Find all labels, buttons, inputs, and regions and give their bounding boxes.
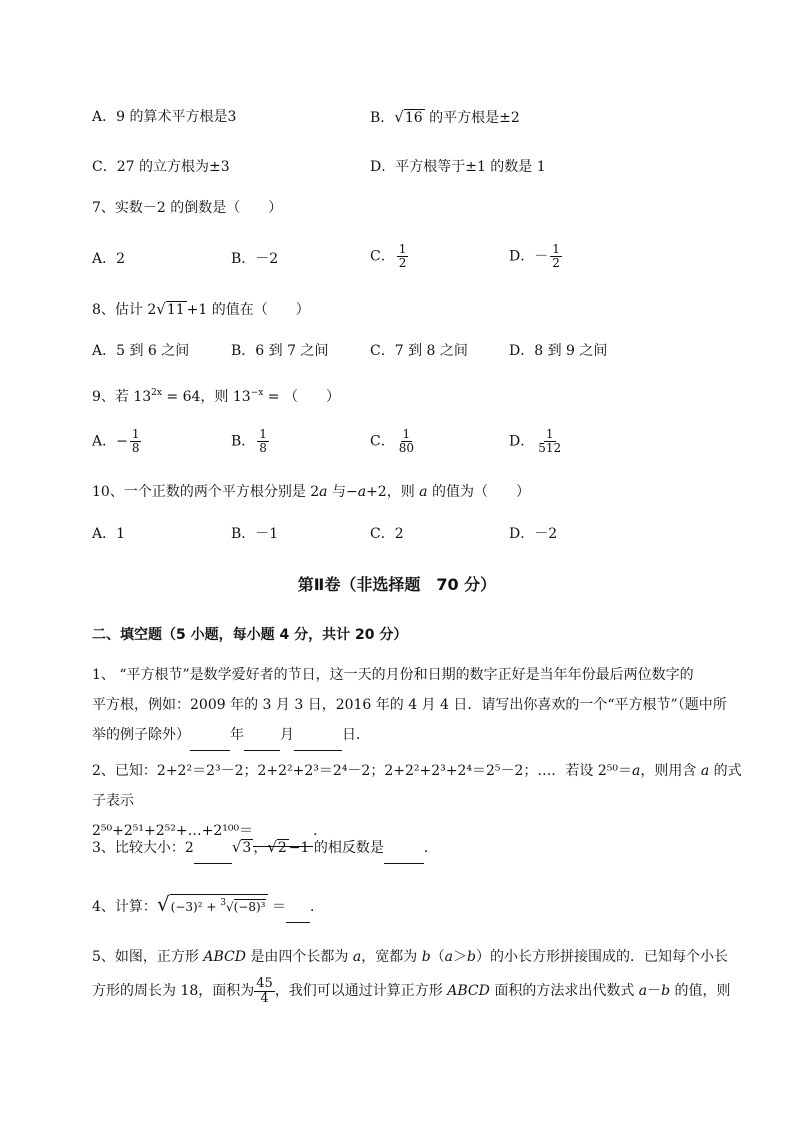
fraction-numerator: 1: [545, 427, 554, 441]
answer-blank-compare[interactable]: [194, 833, 232, 864]
q7-option-a[interactable]: [92, 249, 125, 269]
square-abcd: ABCD: [447, 983, 490, 999]
fraction-denominator: 2: [552, 256, 560, 270]
fill-5-line1: [92, 940, 742, 974]
fill-5-text7: ，我们可以通过计算正方形: [274, 983, 448, 999]
variable-a: a: [700, 763, 710, 779]
q7-option-a-text: A．2: [92, 251, 126, 267]
fraction-numerator: 1: [402, 427, 411, 441]
fill-1-line3: [92, 720, 742, 751]
q9-stem-part1: 9、若 13: [92, 389, 152, 405]
q9-option-b-label: B．: [231, 433, 256, 450]
fill-1-month-label: 月: [280, 727, 294, 743]
q8-option-a[interactable]: [92, 341, 189, 361]
fill-3-text1: 3、比较大小：2: [92, 840, 194, 856]
q10-option-b-text: B．－1: [231, 526, 279, 542]
q10-option-d-text: D．－2: [509, 526, 558, 542]
fill-4-text1: 4、计算：: [92, 899, 157, 915]
variable-b: b: [661, 983, 671, 999]
q9-stem-part2: = 64，则 13: [161, 389, 251, 405]
q9-option-a[interactable]: [92, 428, 143, 455]
q7-option-b-text: B．－2: [231, 251, 279, 267]
section-title: 第Ⅱ卷（非选择题 70 分）: [297, 575, 497, 594]
fill-1-text: 举的例子除外）: [92, 727, 190, 743]
fill-3-text4: ．: [423, 840, 438, 856]
answer-blank-day[interactable]: [294, 720, 342, 751]
fill-3-radicand2: 2: [277, 840, 287, 856]
fraction-numerator: 1: [131, 427, 140, 441]
fill-1-year-label: 年: [230, 727, 244, 743]
fill-5-text5: ）的小长方形拼接围成的．已知每个小长: [475, 949, 728, 965]
q10-stem-part4: 的值为（ ）: [427, 484, 530, 500]
q7-option-d-label: D．－: [509, 248, 549, 265]
answer-blank-month[interactable]: [244, 720, 280, 751]
fill-5-minus: －: [647, 983, 662, 999]
fill-2-text3: 的式子表示: [92, 763, 742, 809]
q7-option-c-fraction: [397, 243, 409, 270]
q8-stem: [92, 299, 310, 320]
fill-2-line1: [92, 756, 742, 816]
q7-stem: 7、实数－2 的倒数是（ ）: [92, 200, 283, 216]
q10-option-b[interactable]: [231, 524, 278, 544]
fill-5-line2: [92, 974, 742, 1008]
variable-a: a: [444, 949, 454, 965]
q10-option-c-text: C．2: [370, 526, 404, 542]
q10-option-c[interactable]: [370, 524, 404, 544]
q8-option-b-text: B．6 到 7 之间: [231, 343, 329, 359]
radical-sign: √: [225, 900, 234, 914]
q6-option-c-text: C．27 的立方根为±3: [92, 159, 230, 175]
radical-sign: √: [156, 300, 166, 318]
q10-option-a[interactable]: [92, 524, 125, 544]
q7-option-c[interactable]: [370, 243, 410, 270]
answer-blank[interactable]: [286, 892, 310, 923]
fill-5-text2: 是由四个长都为: [245, 949, 353, 965]
fill-5-text8: 面积的方法求出代数式: [489, 983, 639, 999]
variable-b: b: [421, 949, 431, 965]
fill-4-plus: +: [202, 900, 221, 914]
q9-exponent1: 2x: [151, 388, 162, 398]
fill-4-term2: (−8)³: [233, 900, 266, 914]
fraction-numerator: 1: [552, 242, 560, 256]
radical-sign: √: [394, 108, 404, 126]
q10-stem: [92, 482, 530, 502]
q10-option-a-text: A．1: [92, 526, 126, 542]
q9-option-b[interactable]: [231, 428, 271, 455]
fraction-numerator: 1: [398, 242, 407, 256]
fill-3-text3: −1 的相反数是: [288, 840, 384, 856]
q9-stem: [92, 383, 340, 407]
q9-option-c-label: C．: [370, 433, 395, 450]
fill-question-5: [92, 940, 742, 1008]
q8-option-b[interactable]: [231, 341, 328, 361]
q8-option-a-text: A．5 到 6 之间: [92, 343, 190, 359]
q9-option-d[interactable]: [509, 428, 565, 455]
q6-option-b-text: 的平方根是±2: [424, 110, 520, 126]
fill-5-text4: （: [430, 949, 445, 965]
fill-5-text9: 的值，则: [670, 983, 731, 999]
variable-a: a: [638, 983, 648, 999]
fill-4-term1: (−3)²: [170, 900, 203, 914]
fill-5-area-fraction: [254, 977, 275, 1006]
q6-option-a-text: A．9 的算术平方根是3: [92, 109, 237, 125]
fill-2-text2: ，则用含: [640, 763, 701, 779]
q9-exponent2: −x: [250, 388, 264, 398]
answer-blank-opposite[interactable]: [384, 833, 424, 864]
fill-4-end: ．: [309, 899, 324, 915]
variable-b: b: [467, 949, 476, 965]
q9-option-a-fraction: [130, 428, 142, 455]
q10-stem-part1: 10、一个正数的两个平方根分别是 2: [92, 484, 320, 500]
fill-1-line1: 1、 “平方根节”是数学爱好者的节日，这一天的月份和日期的数字正好是当年年份最后两位数字的: [92, 667, 694, 683]
q6-option-c[interactable]: [92, 157, 230, 177]
q8-option-d[interactable]: [509, 341, 607, 361]
cube-root-index: 3: [220, 898, 226, 908]
fill-question-1: [92, 660, 742, 751]
q8-option-d-text: D．8 到 9 之间: [509, 343, 608, 359]
fill-2-series: 2⁵⁰+2⁵¹+2⁵²+…+2¹⁰⁰＝: [92, 823, 254, 839]
q9-option-d-fraction: [536, 428, 563, 455]
q7-option-d[interactable]: [509, 243, 564, 270]
q7-option-c-label: C．: [370, 248, 395, 265]
q9-option-c-fraction: [397, 428, 416, 455]
section-heading: 二、填空题（5 小题，每小题 4 分，共计 20 分）: [92, 627, 408, 643]
q10-stem-part2: 与−: [327, 484, 358, 500]
fraction-numerator: 45: [256, 975, 273, 991]
q6-option-d-text: D．平方根等于±1 的数是 1: [370, 159, 546, 175]
fill-5-text6: 方形的周长为 18，面积为: [92, 983, 255, 999]
fraction-numerator: 1: [259, 427, 267, 441]
q6-option-b[interactable]: [370, 107, 520, 128]
fraction-denominator: 8: [131, 441, 140, 455]
fill-3-text2: ，: [253, 840, 268, 856]
fraction-denominator: 2: [398, 256, 407, 270]
greater-than: ＞: [453, 949, 468, 965]
q7-option-d-fraction: [550, 243, 562, 270]
fill-3-radicand1: 3: [242, 840, 252, 856]
q9-stem-part3: = （ ）: [263, 389, 340, 405]
q8-radicand: 11: [166, 302, 185, 318]
q9-option-a-label: A．−: [92, 433, 128, 450]
variable-a: a: [357, 484, 367, 500]
variable-a: a: [319, 484, 328, 500]
fill-question-3: [92, 832, 742, 864]
q8-option-c[interactable]: [370, 341, 468, 361]
fraction-denominator: 4: [260, 990, 269, 1006]
fill-5-text1: 5、如图，正方形: [92, 949, 204, 965]
fill-1-day-label: 日．: [342, 727, 370, 743]
fill-5-text3: ，宽都为: [361, 949, 422, 965]
fraction-denominator: 512: [538, 441, 562, 455]
answer-blank-year[interactable]: [190, 720, 230, 751]
radical-sign: √: [267, 838, 277, 856]
radical-sign: √: [231, 838, 242, 856]
q10-stem-part3: +2，则: [366, 484, 420, 500]
q9-option-b-fraction: [257, 428, 269, 455]
q8-stem-prefix: 8、估计 2: [92, 302, 157, 318]
variable-a: a: [352, 949, 362, 965]
variable-a: a: [632, 763, 641, 779]
fill-1-line2: 平方根，例如：2009 年的 3 月 3 日，2016 年的 4 月 4 日．请写出你喜欢的一个“平方根节”（题中所: [92, 697, 727, 713]
radical-sign: √: [156, 892, 170, 916]
fill-question-4: [92, 889, 742, 923]
variable-a: a: [419, 484, 428, 500]
fraction-denominator: 8: [259, 441, 267, 455]
q9-option-c[interactable]: [370, 428, 418, 455]
fill-2-end: ．: [313, 823, 328, 839]
fraction-denominator: 80: [398, 441, 414, 455]
q6-option-d[interactable]: [370, 157, 546, 177]
square-abcd: ABCD: [203, 949, 246, 965]
fill-2-text: 2、已知：2+2²＝2³－2；2+2²+2³＝2⁴－2；2+2²+2³+2⁴＝2⁵－2；…．若设 2⁵⁰＝: [92, 763, 632, 779]
q9-option-d-label: D．: [509, 433, 535, 450]
q8-stem-suffix: +1 的值在（ ）: [186, 302, 310, 318]
fill-4-equals: ＝: [267, 899, 286, 915]
fill-4-radicand: [170, 894, 268, 915]
q10-option-d[interactable]: [509, 524, 557, 544]
q6-option-a[interactable]: [92, 107, 236, 127]
q6-option-b-label: B．: [370, 110, 395, 126]
q7-option-b[interactable]: [231, 249, 278, 269]
q6-option-b-radicand: 16: [404, 110, 423, 126]
q8-option-c-text: C．7 到 8 之间: [370, 343, 468, 359]
